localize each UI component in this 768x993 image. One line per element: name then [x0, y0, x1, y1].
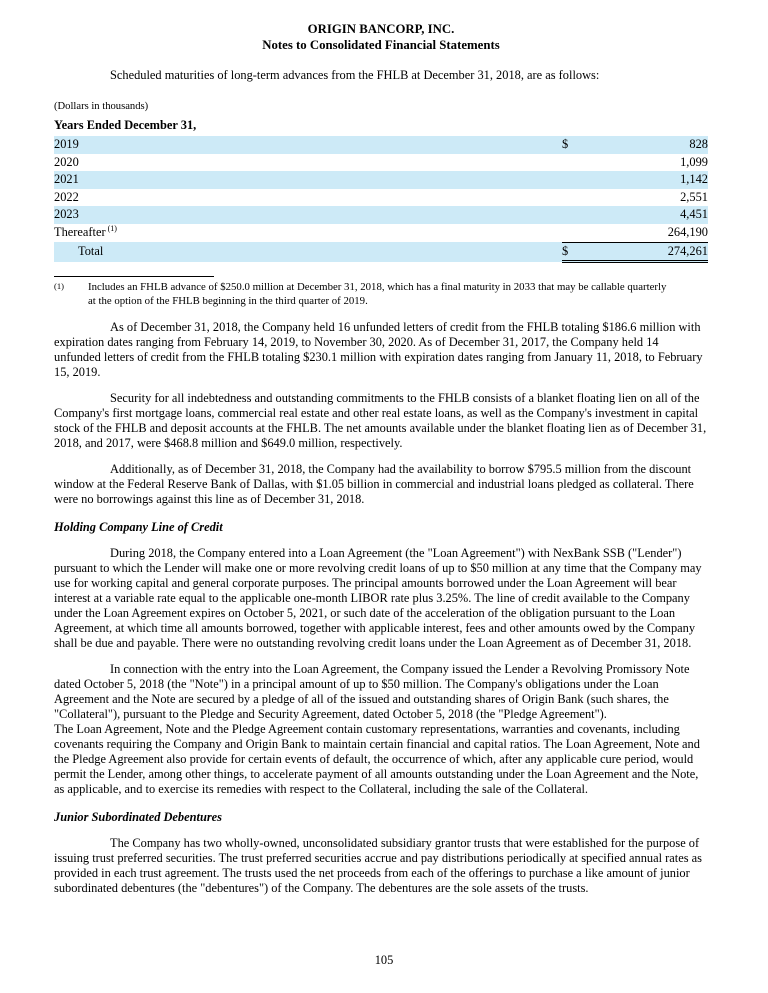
dollar-sign [562, 154, 596, 172]
intro-paragraph: Scheduled maturities of long-term advances from the FHLB at December 31, 2018, are as follows: [110, 68, 600, 82]
row-label: 2022 [54, 189, 79, 204]
dollar-sign [562, 224, 596, 242]
row-value: 1,142 [596, 171, 708, 189]
dollar-sign [562, 189, 596, 207]
paragraph-letters-of-credit: As of December 31, 2018, the Company held 16 unfunded letters of credit from the FHLB totaling $186.6 million with expiration dates ranging from February 14, 2019, to November 30, 2020. As of December 31, 2017, the Company held 14 unfunded letters of credit from the FHLB totaling $230.1 million with expiration dates ranging from January 11, 2018, to February 15, 2019. [54, 319, 703, 379]
dollar-sign [562, 206, 596, 224]
page-number: 105 [374, 953, 394, 967]
row-value: 1,099 [680, 154, 708, 169]
row-label: 2020 [54, 154, 79, 169]
table-row [54, 154, 708, 172]
table-row [54, 189, 708, 207]
footnote-marker: (1) [54, 281, 64, 292]
table-row [54, 206, 708, 224]
footnote-rule [54, 276, 214, 277]
table-row [54, 136, 708, 154]
document-header [54, 21, 708, 53]
footnote-reference: (1) [107, 224, 117, 234]
table-row [54, 171, 708, 189]
dollar-sign [562, 171, 596, 189]
paragraph-promissory-note [54, 662, 708, 797]
table-row [54, 224, 708, 242]
company-title: ORIGIN BANCORP, INC. [307, 22, 455, 36]
row-label: Total [54, 242, 562, 262]
table-total-row [54, 242, 708, 262]
row-value: 264,190 [667, 224, 708, 239]
footnote [54, 280, 674, 308]
row-label-text: Thereafter [54, 225, 106, 240]
row-value: 4,451 [596, 206, 708, 224]
row-label: 2019 [54, 136, 562, 154]
paragraph-grantor-trusts: The Company has two wholly-owned, unconsolidated subsidiary grantor trusts that were established for the purpose of issuing trust preferred securities. The trust preferred securities accrue and pay distributions periodically at specified annual rates as provided in each trust agreement. The trusts used the net proceeds from each of the offerings to purchase a like amount of junior subordinated debentures (the "debentures") of the Company. The debentures are the sole assets of the trusts. [54, 835, 702, 895]
maturities-table [54, 136, 708, 263]
paragraph-promissory-note-part1: In connection with the entry into the Loan Agreement, the Company issued the Lender a Revolving Promissory Note dated October 5, 2018 (the "Note") in a principal amount of up to $50 million. The Company's obligations under the Loan Agreement and the Note are secured by a pledge of all of the issued and outstanding shares of Origin Bank (such shares, the "Collateral"), pursuant to the Pledge and Security Agreement, dated October 5, 2018 (the "Pledge Agreement"). [54, 661, 690, 721]
table-caption: Years Ended December 31, [54, 118, 197, 132]
table-units-label: (Dollars in thousands) [54, 101, 149, 112]
row-label: 2023 [54, 206, 562, 224]
section-heading-junior-debentures: Junior Subordinated Debentures [54, 809, 222, 824]
row-value: 274,261 [596, 242, 708, 262]
paragraph-loan-agreement: During 2018, the Company entered into a Loan Agreement (the "Loan Agreement") with NexBank SSB ("Lender") pursuant to which the Lender will make one or more revolving credit loans of up to $50 million at any time that the Company may use for working capital and general corporate purposes. The principal amounts borrowed under the Loan Agreement will bear interest at a variable rate equal to the applicable one-month LIBOR rate plus 3.25%. The line of credit available to the Company under the Loan Agreement expires on October 5, 2021, or such date of the acceleration of the obligation pursuant to the Loan Agreement, at which time all amounts borrowed, together with applicable interest, fees and other amounts owed by the Company shall be due and payable. There were no outstanding revolving credit loans under the Loan Agreement as of December 31, 2018. [54, 545, 702, 650]
dollar-sign: $ [562, 242, 596, 262]
row-label [54, 224, 562, 242]
footnote-text: Includes an FHLB advance of $250.0 million at December 31, 2018, which has a final maturity in 2033 that may be callable quarterly at the option of the FHLB beginning in the third quarter of 2019. [88, 281, 667, 308]
paragraph-security: Security for all indebtedness and outstanding commitments to the FHLB consists of a blanket floating lien on all of the Company's first mortgage loans, commercial real estate and other real estate loans, as well as the Company's investment in capital stock of the FHLB and deposit accounts at the FHLB. The net amounts available under the blanket floating lien as of December 31, 2018, and 2017, were $468.8 million and $649.0 million, respectively. [54, 390, 707, 450]
paragraph-discount-window: Additionally, as of December 31, 2018, the Company had the availability to borrow $795.5 million from the discount window at the Federal Reserve Bank of Dallas, with $1.05 billion in commercial and industrial loans pledged as collateral. There were no borrowings against this line as of December 31, 2018. [54, 461, 694, 506]
row-label: 2021 [54, 171, 562, 189]
row-value: 828 [596, 136, 708, 154]
dollar-sign: $ [562, 136, 596, 154]
paragraph-promissory-note-part2: The Loan Agreement, Note and the Pledge Agreement contain customary representations, warranties and covenants, including covenants requiring the Company and Origin Bank to maintain certain financial and capital ratios. The Loan Agreement, Note and the Pledge Agreement also provide for certain events of default, the occurrence of which, after any applicable cure period, would permit the Lender, among other things, to accelerate payment of all amounts outstanding under the Loan Agreement and the Note, as applicable, and to exercise its remedies with respect to the Collateral, including the sale of the Collateral. [54, 721, 700, 796]
section-heading-holding-company: Holding Company Line of Credit [54, 519, 223, 534]
document-subtitle: Notes to Consolidated Financial Statements [262, 38, 500, 52]
row-value: 2,551 [680, 189, 708, 204]
